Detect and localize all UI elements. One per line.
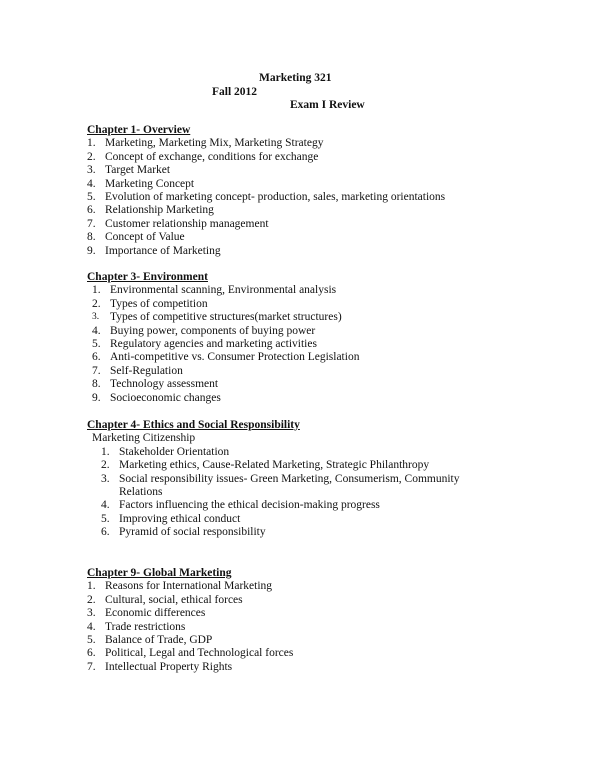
item-text: Concept of Value bbox=[105, 231, 185, 244]
list-item bbox=[87, 137, 567, 150]
item-text: Trade restrictions bbox=[105, 620, 186, 633]
item-text: Anti-competitive vs. Consumer Protection Legislation bbox=[110, 351, 360, 364]
chapter-3-title: Chapter 3- Environment bbox=[87, 271, 208, 283]
item-text: Factors influencing the ethical decision-making progress bbox=[119, 499, 380, 512]
item-number: 5. bbox=[87, 634, 96, 647]
list-item bbox=[87, 621, 567, 634]
item-number: 6. bbox=[87, 204, 96, 217]
list-item bbox=[87, 338, 567, 351]
item-text: Relationship Marketing bbox=[105, 204, 214, 217]
item-text: Cultural, social, ethical forces bbox=[105, 593, 243, 606]
item-number: 1. bbox=[92, 284, 101, 297]
item-number: 4. bbox=[101, 499, 110, 512]
chapter-9-title: Chapter 9- Global Marketing bbox=[87, 567, 232, 579]
item-number: 6. bbox=[92, 351, 101, 364]
chapter-3-section bbox=[87, 271, 567, 405]
chapter-4-subheading: Marketing Citizenship bbox=[92, 432, 196, 445]
item-text: Marketing, Marketing Mix, Marketing Strategy bbox=[105, 137, 324, 150]
item-number: 7. bbox=[87, 660, 96, 673]
list-item bbox=[87, 365, 567, 378]
item-text: Types of competitive structures(market structures) bbox=[110, 311, 342, 324]
item-number: 1. bbox=[101, 445, 110, 458]
item-text: Stakeholder Orientation bbox=[119, 445, 230, 458]
item-number: 2. bbox=[87, 593, 96, 606]
item-text: Balance of Trade, GDP bbox=[105, 634, 213, 647]
list-item bbox=[87, 446, 567, 459]
item-number: 3. bbox=[101, 472, 110, 485]
list-item bbox=[87, 231, 567, 244]
item-text: Political, Legal and Technological forces bbox=[105, 647, 294, 660]
item-text: Buying power, components of buying power bbox=[110, 324, 316, 337]
item-number: 8. bbox=[87, 231, 96, 244]
item-text: Concept of exchange, conditions for exchange bbox=[105, 150, 319, 163]
item-text: Pyramid of social responsibility bbox=[119, 526, 266, 539]
item-number: 5. bbox=[87, 191, 96, 204]
chapter-4-title: Chapter 4- Ethics and Social Responsibility bbox=[87, 419, 300, 431]
item-number: 7. bbox=[92, 364, 101, 377]
list-item bbox=[87, 647, 567, 660]
item-number: 6. bbox=[87, 647, 96, 660]
list-item bbox=[87, 178, 567, 191]
chapter-9-list bbox=[87, 580, 567, 674]
chapter-3-list bbox=[87, 284, 567, 405]
chapter-1-section bbox=[87, 124, 567, 258]
item-text: Self-Regulation bbox=[110, 364, 183, 377]
list-item bbox=[87, 218, 567, 231]
item-text: Marketing Concept bbox=[105, 177, 195, 190]
item-number: 3. bbox=[87, 164, 96, 177]
item-number: 6. bbox=[101, 526, 110, 539]
item-number: 4. bbox=[92, 324, 101, 337]
list-item bbox=[87, 661, 567, 674]
chapter-4-list bbox=[87, 446, 567, 540]
item-text: Evolution of marketing concept- production, sales, marketing orientations bbox=[105, 191, 446, 204]
item-text: Improving ethical conduct bbox=[119, 512, 241, 525]
chapter-4-section bbox=[87, 419, 567, 540]
list-item bbox=[87, 151, 567, 164]
exam-title: Exam I Review bbox=[290, 99, 365, 111]
list-item bbox=[87, 191, 567, 204]
item-text: Intellectual Property Rights bbox=[105, 660, 233, 673]
item-number: 8. bbox=[92, 378, 101, 391]
item-text: Target Market bbox=[105, 164, 171, 177]
list-item bbox=[87, 473, 469, 500]
item-text: Socioeconomic changes bbox=[110, 391, 221, 404]
list-item bbox=[87, 311, 567, 324]
item-text: Economic differences bbox=[105, 607, 206, 620]
term-label: Fall 2012 bbox=[212, 86, 258, 98]
course-title: Marketing 321 bbox=[259, 72, 332, 84]
item-number: 1. bbox=[87, 137, 96, 150]
list-item bbox=[87, 499, 567, 512]
list-item bbox=[87, 164, 567, 177]
list-item bbox=[87, 634, 567, 647]
item-number: 3. bbox=[92, 312, 100, 323]
item-number: 3. bbox=[87, 607, 96, 620]
item-number: 9. bbox=[92, 391, 101, 404]
list-item bbox=[87, 351, 567, 364]
list-item bbox=[87, 513, 567, 526]
list-item bbox=[87, 607, 567, 620]
item-text: Importance of Marketing bbox=[105, 244, 221, 257]
list-item bbox=[87, 580, 567, 593]
item-text: Environmental scanning, Environmental analysis bbox=[110, 284, 337, 297]
item-number: 2. bbox=[101, 459, 110, 472]
item-number: 4. bbox=[87, 177, 96, 190]
item-number: 9. bbox=[87, 244, 96, 257]
item-text: Technology assessment bbox=[110, 378, 219, 391]
item-text: Social responsibility issues- Green Marketing, Consumerism, Community Relations bbox=[119, 472, 460, 499]
list-item bbox=[87, 298, 567, 311]
item-text: Types of competition bbox=[110, 297, 208, 310]
list-item bbox=[87, 378, 567, 391]
item-number: 2. bbox=[87, 150, 96, 163]
list-item bbox=[87, 526, 567, 539]
item-text: Reasons for International Marketing bbox=[105, 580, 273, 593]
item-number: 5. bbox=[92, 338, 101, 351]
chapter-1-title: Chapter 1- Overview bbox=[87, 124, 191, 136]
item-text: Marketing ethics, Cause-Related Marketing, Strategic Philanthropy bbox=[119, 459, 430, 472]
list-item bbox=[87, 459, 567, 472]
item-number: 1. bbox=[87, 580, 96, 593]
list-item bbox=[87, 245, 567, 258]
chapter-1-list bbox=[87, 137, 567, 258]
list-item bbox=[87, 594, 567, 607]
item-number: 4. bbox=[87, 620, 96, 633]
item-text: Regulatory agencies and marketing activities bbox=[110, 338, 317, 351]
item-number: 5. bbox=[101, 512, 110, 525]
item-number: 2. bbox=[92, 297, 101, 310]
item-number: 7. bbox=[87, 217, 96, 230]
list-item bbox=[87, 284, 567, 297]
chapter-9-section bbox=[87, 567, 567, 674]
item-text: Customer relationship management bbox=[105, 217, 269, 230]
list-item bbox=[87, 204, 567, 217]
list-item bbox=[87, 392, 567, 405]
list-item bbox=[87, 325, 567, 338]
